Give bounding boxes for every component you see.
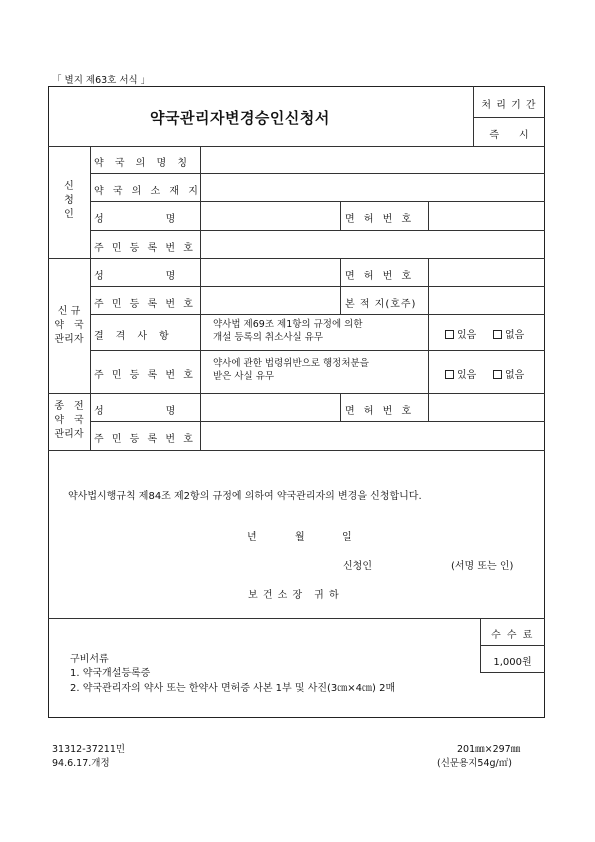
new-manager-resident-label: 주 민 등 록 번 호 xyxy=(94,299,196,310)
application-statement: 약사법시행규칙 제84조 제2항의 규정에 의하여 약국관리자의 변경을 신청합니다. xyxy=(68,491,422,502)
violation-no-checkbox[interactable] xyxy=(493,370,502,379)
former-manager-name-field[interactable] xyxy=(202,395,338,419)
pharmacy-address-label: 약 국 의 소 재 지 xyxy=(94,186,201,197)
footer-paper-type: (신문용지54g/㎡) xyxy=(437,758,512,769)
document-item-2: 2. 약국관리자의 약사 또는 한약사 면허증 사본 1부 및 사진(3㎝×4㎝) 2매 xyxy=(70,683,396,694)
form-code: 「 별지 제63호 서식 」 xyxy=(52,75,151,86)
violation-text: 약사에 관한 법령위반으로 행정처분을 받은 사실 유무 xyxy=(213,358,369,382)
former-manager-license-label: 면 허 번 호 xyxy=(345,406,415,417)
form-title: 약국관리자변경승인신청서 xyxy=(150,109,330,127)
violation-yes-checkbox[interactable] xyxy=(445,370,454,379)
applicant-name-label: 성 명 xyxy=(94,214,178,225)
new-manager-name-field[interactable] xyxy=(202,260,338,284)
applicant-resident-field[interactable] xyxy=(202,232,543,256)
applicant-resident-label: 주 민 등 록 번 호 xyxy=(94,243,196,254)
date-day: 일 xyxy=(342,532,352,543)
new-manager-license-field[interactable] xyxy=(430,260,543,284)
new-manager-domicile-label: 본 적 지(호주) xyxy=(345,299,417,310)
new-manager-license-label: 면 허 번 호 xyxy=(345,271,415,282)
applicant-license-field[interactable] xyxy=(430,203,543,228)
pharmacy-name-label: 약 국 의 명 칭 xyxy=(94,158,192,169)
former-manager-resident-label: 주 민 등 록 번 호 xyxy=(94,434,196,445)
processing-period-label: 처 리 기 간 xyxy=(481,100,537,111)
date-month: 월 xyxy=(295,532,305,543)
footer-form-number: 31312-37211민 xyxy=(52,744,126,755)
disq-no-checkbox[interactable] xyxy=(493,330,502,339)
new-manager-resident-label-2: 주 민 등 록 번 호 xyxy=(94,370,196,381)
pharmacy-name-field[interactable] xyxy=(202,148,543,171)
former-manager-group-label: 종 전 약 국 관리자 xyxy=(54,401,84,440)
disq-yes-checkbox[interactable] xyxy=(445,330,454,339)
documents-heading: 구비서류 xyxy=(70,654,109,665)
recipient: 보 건 소 장 귀 하 xyxy=(248,590,340,601)
footer-revision-date: 94.6.17.개정 xyxy=(52,758,110,769)
new-manager-domicile-field[interactable] xyxy=(430,288,543,312)
violation-yes-option[interactable]: 있음 xyxy=(445,366,476,381)
processing-period-value: 즉 시 xyxy=(489,130,529,141)
violation-no-option[interactable]: 없음 xyxy=(493,366,524,381)
applicant-name-field[interactable] xyxy=(202,203,338,228)
new-manager-resident-field[interactable] xyxy=(202,288,338,312)
disqualification-label: 결 격 사 항 xyxy=(94,331,170,342)
fee-value: 1,000원 xyxy=(493,657,532,668)
applicant-sign-label: 신청인 xyxy=(343,561,372,572)
disqualification-text: 약사법 제69조 제1항의 규정에 의한 개설 등록의 취소사실 유무 xyxy=(213,319,363,343)
document-item-1: 1. 약국개설등록증 xyxy=(70,668,151,679)
new-manager-name-label: 성 명 xyxy=(94,271,178,282)
former-manager-name-label: 성 명 xyxy=(94,406,178,417)
pharmacy-address-field[interactable] xyxy=(202,175,543,199)
disq-no-option[interactable]: 없음 xyxy=(493,326,524,341)
new-manager-group-label: 신 규 약 국 관리자 xyxy=(54,306,84,345)
signature-hint: (서명 또는 인) xyxy=(451,561,514,572)
fee-label: 수 수 료 xyxy=(491,630,534,641)
former-manager-license-field[interactable] xyxy=(430,395,543,419)
former-manager-resident-field[interactable] xyxy=(202,423,543,448)
applicant-license-label: 면 허 번 호 xyxy=(345,214,415,225)
disq-yes-option[interactable]: 있음 xyxy=(445,326,476,341)
date-year: 년 xyxy=(247,532,257,543)
footer-paper-size: 201㎜×297㎜ xyxy=(457,744,521,755)
applicant-group-label: 신 청 인 xyxy=(64,181,74,220)
